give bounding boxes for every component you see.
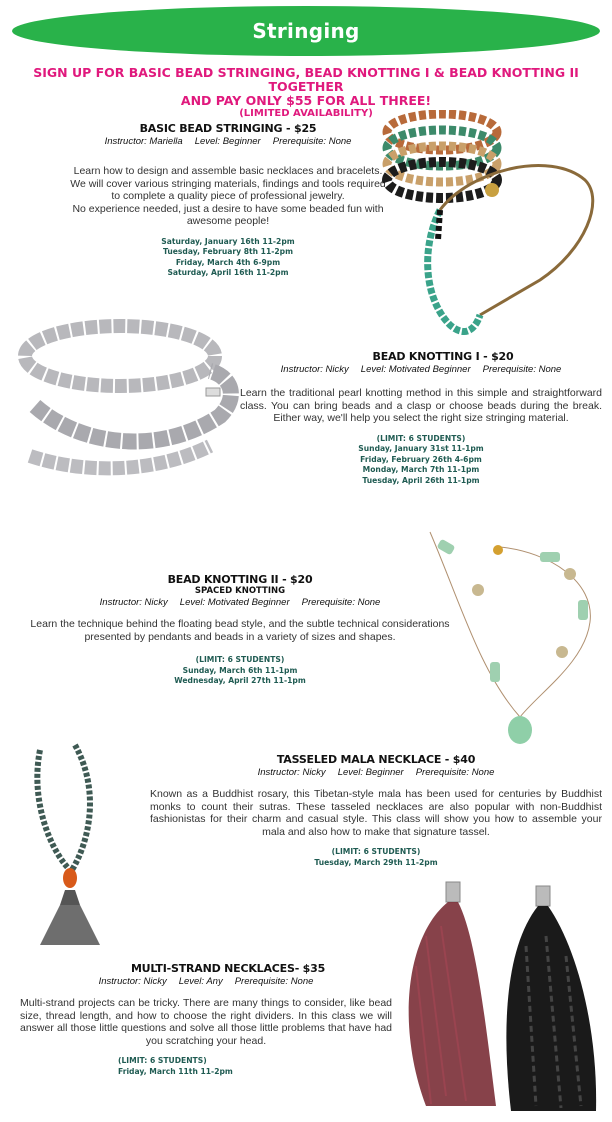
class-limit: (LIMIT: 6 STUDENTS)	[195, 655, 285, 664]
class-basic-stringing	[70, 122, 386, 279]
class-description-p1: Learn how to design and assemble basic necklaces and bracelets. We will cover various stringing materials, findings and tools required to complete a quality piece of professional jewelry.	[70, 165, 386, 202]
class-dates	[240, 434, 602, 487]
class-date: Monday, March 7th 11-1pm	[362, 465, 480, 474]
class-description: Known as a Buddhist rosary, this Tibetan-style mala has been used for centuries by Buddhist monks to count their sutras. These tasseled necklaces are also popular with non-Buddhist fashionistas for their charm and casual style. This class will show you how to assemble your mala and also how to make that signature tassel.	[150, 788, 602, 838]
class-description-p2: No experience needed, just a desire to have some beaded fun with awesome people!	[72, 202, 384, 227]
class-prereq: Prerequisite: None	[482, 364, 562, 375]
class-limit: (LIMIT: 6 STUDENTS)	[376, 433, 466, 443]
class-level: Level: Beginner	[337, 767, 404, 778]
class-tasseled-mala	[150, 753, 602, 868]
class-meta	[150, 767, 602, 778]
page-title: Stringing	[252, 19, 360, 43]
class-date: Sunday, March 6th 11-1pm	[182, 665, 298, 675]
class-instructor: Instructor: Nicky	[280, 364, 349, 375]
class-title: TASSELED MALA NECKLACE - $40	[276, 753, 476, 766]
class-date: Friday, February 26th 4-6pm	[360, 454, 482, 464]
class-prereq: Prerequisite: None	[272, 136, 352, 147]
class-dates	[150, 847, 602, 868]
class-description: Learn the technique behind the floating bead style, and the subtle technical considerations presented by pendants and beads in a variety of sizes and shapes.	[30, 618, 450, 643]
class-title: MULTI-STRAND NECKLACES- $35	[130, 962, 326, 975]
class-title: BASIC BEAD STRINGING - $25	[139, 122, 317, 135]
class-description	[70, 165, 386, 228]
class-date: Wednesday, April 27th 11-1pm	[174, 676, 306, 685]
class-meta	[240, 364, 602, 375]
class-limit: (LIMIT: 6 STUDENTS)	[118, 1056, 207, 1065]
class-bead-knotting-2	[20, 573, 460, 687]
class-level: Level: Beginner	[194, 136, 261, 147]
class-level: Level: Motivated Beginner	[360, 364, 471, 375]
promo-line-1: SIGN UP FOR BASIC BEAD STRINGING, BEAD KNOTTING I & BEAD KNOTTING II TOGETHER	[33, 65, 579, 94]
class-date: Saturday, January 16th 11-2pm	[161, 236, 295, 246]
promo-line-3: (LIMITED AVAILABILITY)	[239, 108, 373, 119]
class-limit: (LIMIT: 6 STUDENTS)	[331, 847, 421, 856]
class-instructor: Instructor: Nicky	[98, 976, 167, 987]
class-dates	[20, 1056, 392, 1077]
class-prereq: Prerequisite: None	[234, 976, 314, 987]
class-date: Tuesday, April 26th 11-1pm	[362, 475, 480, 485]
class-date: Friday, March 11th 11-2pm	[118, 1066, 233, 1076]
class-meta	[70, 136, 386, 147]
class-bead-knotting-1	[240, 350, 602, 486]
class-date: Saturday, April 16th 11-2pm	[167, 268, 289, 277]
header-banner	[12, 6, 600, 56]
multi-strand-necklace-image	[386, 876, 608, 1116]
class-date: Friday, March 4th 6-9pm	[175, 257, 281, 267]
bracelet-necklace-image	[380, 110, 610, 350]
class-instructor: Instructor: Nicky	[257, 767, 326, 778]
class-multi-strand	[20, 962, 392, 1077]
class-meta	[20, 976, 392, 987]
class-instructor: Instructor: Mariella	[104, 136, 183, 147]
class-date: Tuesday, February 8th 11-2pm	[162, 247, 294, 256]
class-level: Level: Motivated Beginner	[179, 597, 290, 608]
class-date: Tuesday, March 29th 11-2pm	[314, 857, 438, 867]
class-description: Learn the traditional pearl knotting method in this simple and straightforward class. You can bring beads and a clasp or choose beads during the break. Either way, we'll help you select the right size stringing material.	[240, 387, 602, 424]
class-subtitle: SPACED KNOTTING	[194, 586, 286, 596]
class-level: Level: Any	[178, 976, 223, 987]
class-title: BEAD KNOTTING II - $20	[167, 573, 313, 586]
pearl-necklace-image	[10, 296, 248, 486]
class-description: Multi-strand projects can be tricky. There are many things to consider, like bead size, thread length, and how to choose the right dividers. In this class we will answer all those little questions and solve all those little problems that have had you scratching your head.	[20, 997, 392, 1047]
class-dates	[70, 237, 386, 279]
class-dates	[20, 655, 460, 687]
class-prereq: Prerequisite: None	[415, 767, 495, 778]
class-date: Sunday, January 31st 11-1pm	[358, 444, 484, 453]
promo-line-2: AND PAY ONLY $55 FOR ALL THREE!	[180, 93, 432, 108]
class-title: BEAD KNOTTING I - $20	[372, 350, 514, 363]
class-instructor: Instructor: Nicky	[99, 597, 168, 608]
mala-tassel-image	[20, 740, 150, 950]
class-prereq: Prerequisite: None	[301, 597, 381, 608]
class-meta	[20, 597, 460, 608]
